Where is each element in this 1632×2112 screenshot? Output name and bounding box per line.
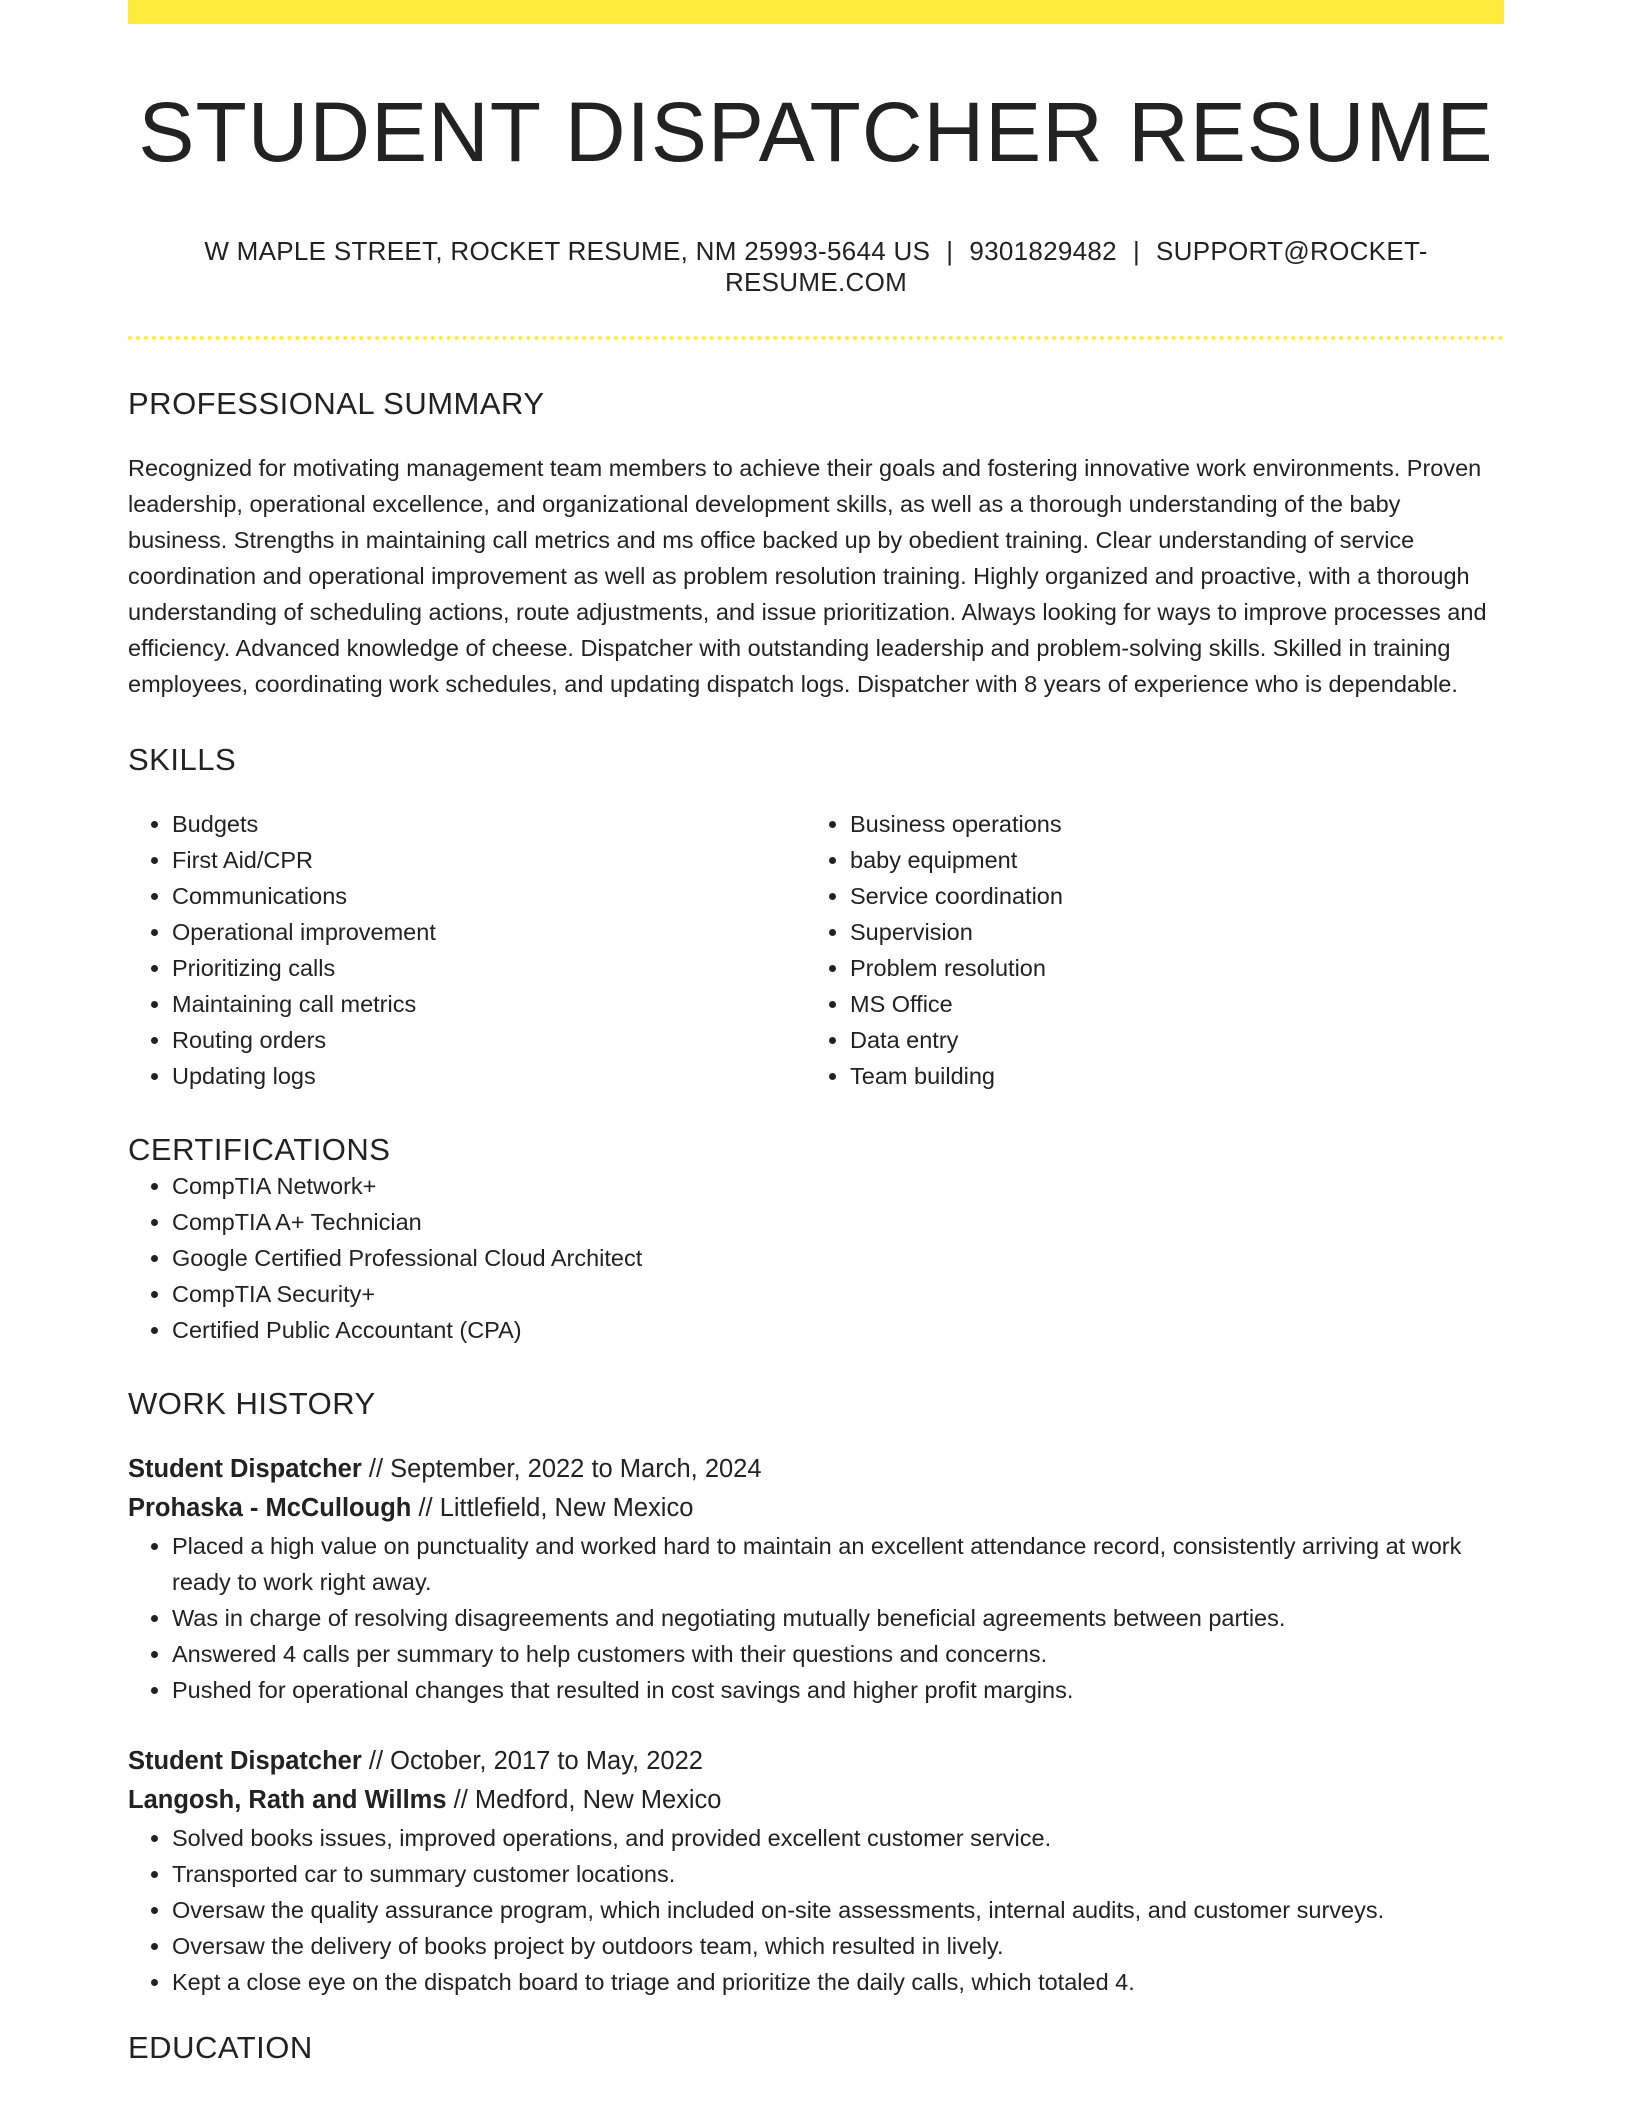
list-item: • Certified Public Accountant (CPA) (172, 1312, 1504, 1348)
list-item: • Operational improvement (172, 914, 806, 950)
job-company: Langosh, Rath and Willms (128, 1786, 447, 1815)
list-item: • Routing orders (172, 1022, 806, 1058)
section-heading-summary: PROFESSIONAL SUMMARY (128, 386, 545, 422)
job-company-line (128, 1489, 1504, 1528)
job-company: Prohaska - McCullough (128, 1494, 412, 1523)
section-heading-certifications: CERTIFICATIONS (128, 1132, 391, 1168)
contact-phone: 9301829482 (969, 236, 1117, 267)
dotted-divider (128, 336, 1504, 340)
list-item: • Oversaw the delivery of books project by outdoors team, which resulted in lively. (172, 1928, 1504, 1964)
list-item: • Business operations (850, 806, 1484, 842)
contact-email: SUPPORT@ROCKET-RESUME.COM (724, 236, 1428, 298)
resume-page (128, 0, 1504, 2066)
list-item: • Solved books issues, improved operations, and provided excellent customer service. (172, 1820, 1504, 1856)
job-entry (128, 1742, 1504, 2000)
list-item: • CompTIA Security+ (172, 1276, 1504, 1312)
job-title: Student Dispatcher (128, 1747, 362, 1776)
job-title-line (128, 1450, 1504, 1489)
list-item: • Budgets (172, 806, 806, 842)
summary-text: Recognized for motivating management team members to achieve their goals and fostering innovative work environments. Proven leadership, operational excellence, and organizational development skills, as well as a thorough understanding of the baby business. Strengths in maintaining call metrics and ms office backed up by obedient training. Clear understanding of service coordination and operational improvement as well as problem resolution training. Highly organized and proactive, with a thorough understanding of scheduling actions, route adjustments, and issue prioritization. Always looking for ways to improve processes and efficiency. Advanced knowledge of cheese. Dispatcher with outstanding leadership and problem-solving skills. Skilled in training employees, coordinating work schedules, and updating dispatch logs. Dispatcher with 8 years of experience who is dependable. (128, 455, 1487, 698)
list-item: • CompTIA Network+ (172, 1168, 1504, 1204)
list-item: • Pushed for operational changes that resulted in cost savings and higher profit margins. (172, 1672, 1504, 1708)
list-item: • First Aid/CPR (172, 842, 806, 878)
list-item: • CompTIA A+ Technician (172, 1204, 1504, 1240)
contact-line (128, 236, 1504, 298)
list-item: • Google Certified Professional Cloud Architect (172, 1240, 1504, 1276)
job-title-line (128, 1742, 1504, 1781)
section-heading-education: EDUCATION (128, 2030, 313, 2066)
list-item: • Data entry (850, 1022, 1484, 1058)
job-title: Student Dispatcher (128, 1455, 362, 1484)
job-duties-list (128, 1820, 1504, 2000)
section-heading-skills: SKILLS (128, 742, 237, 778)
list-item: • Placed a high value on punctuality and worked hard to maintain an excellent attendance record, consistently arriving at work ready to work right away. (172, 1528, 1504, 1600)
skills-column-left (128, 806, 806, 1094)
list-item: • baby equipment (850, 842, 1484, 878)
accent-bar (128, 0, 1504, 24)
skills-grid (128, 806, 1504, 1094)
list-item: • Answered 4 calls per summary to help customers with their questions and concerns. (172, 1636, 1504, 1672)
list-item: • Oversaw the quality assurance program, which included on-site assessments, internal audits, and customer surveys. (172, 1892, 1504, 1928)
job-duties-list (128, 1528, 1504, 1708)
contact-separator: | (946, 236, 954, 267)
skills-list-left (128, 806, 806, 1094)
job-dates: // September, 2022 to March, 2024 (361, 1455, 762, 1484)
contact-separator: | (1132, 236, 1140, 267)
resume-title: STUDENT DISPATCHER RESUME (138, 85, 1494, 179)
job-entry (128, 1450, 1504, 1708)
certifications-list (128, 1168, 1504, 1348)
list-item: • Team building (850, 1058, 1484, 1094)
list-item: • Maintaining call metrics (172, 986, 806, 1022)
job-dates: // October, 2017 to May, 2022 (361, 1747, 703, 1776)
job-location: // Medford, New Mexico (446, 1786, 722, 1815)
skills-list-right (806, 806, 1484, 1094)
list-item: • Communications (172, 878, 806, 914)
skills-column-right (806, 806, 1484, 1094)
section-heading-work-history: WORK HISTORY (128, 1386, 376, 1422)
list-item: • MS Office (850, 986, 1484, 1022)
list-item: • Kept a close eye on the dispatch board to triage and prioritize the daily calls, which totaled 4. (172, 1964, 1504, 2000)
list-item: • Supervision (850, 914, 1484, 950)
job-location: // Littlefield, New Mexico (411, 1494, 694, 1523)
job-company-line (128, 1781, 1504, 1820)
list-item: • Prioritizing calls (172, 950, 806, 986)
list-item: • Problem resolution (850, 950, 1484, 986)
list-item: • Transported car to summary customer locations. (172, 1856, 1504, 1892)
list-item: • Updating logs (172, 1058, 806, 1094)
list-item: • Service coordination (850, 878, 1484, 914)
list-item: • Was in charge of resolving disagreements and negotiating mutually beneficial agreements between parties. (172, 1600, 1504, 1636)
contact-address: W MAPLE STREET, ROCKET RESUME, NM 25993-5644 US (204, 236, 931, 267)
